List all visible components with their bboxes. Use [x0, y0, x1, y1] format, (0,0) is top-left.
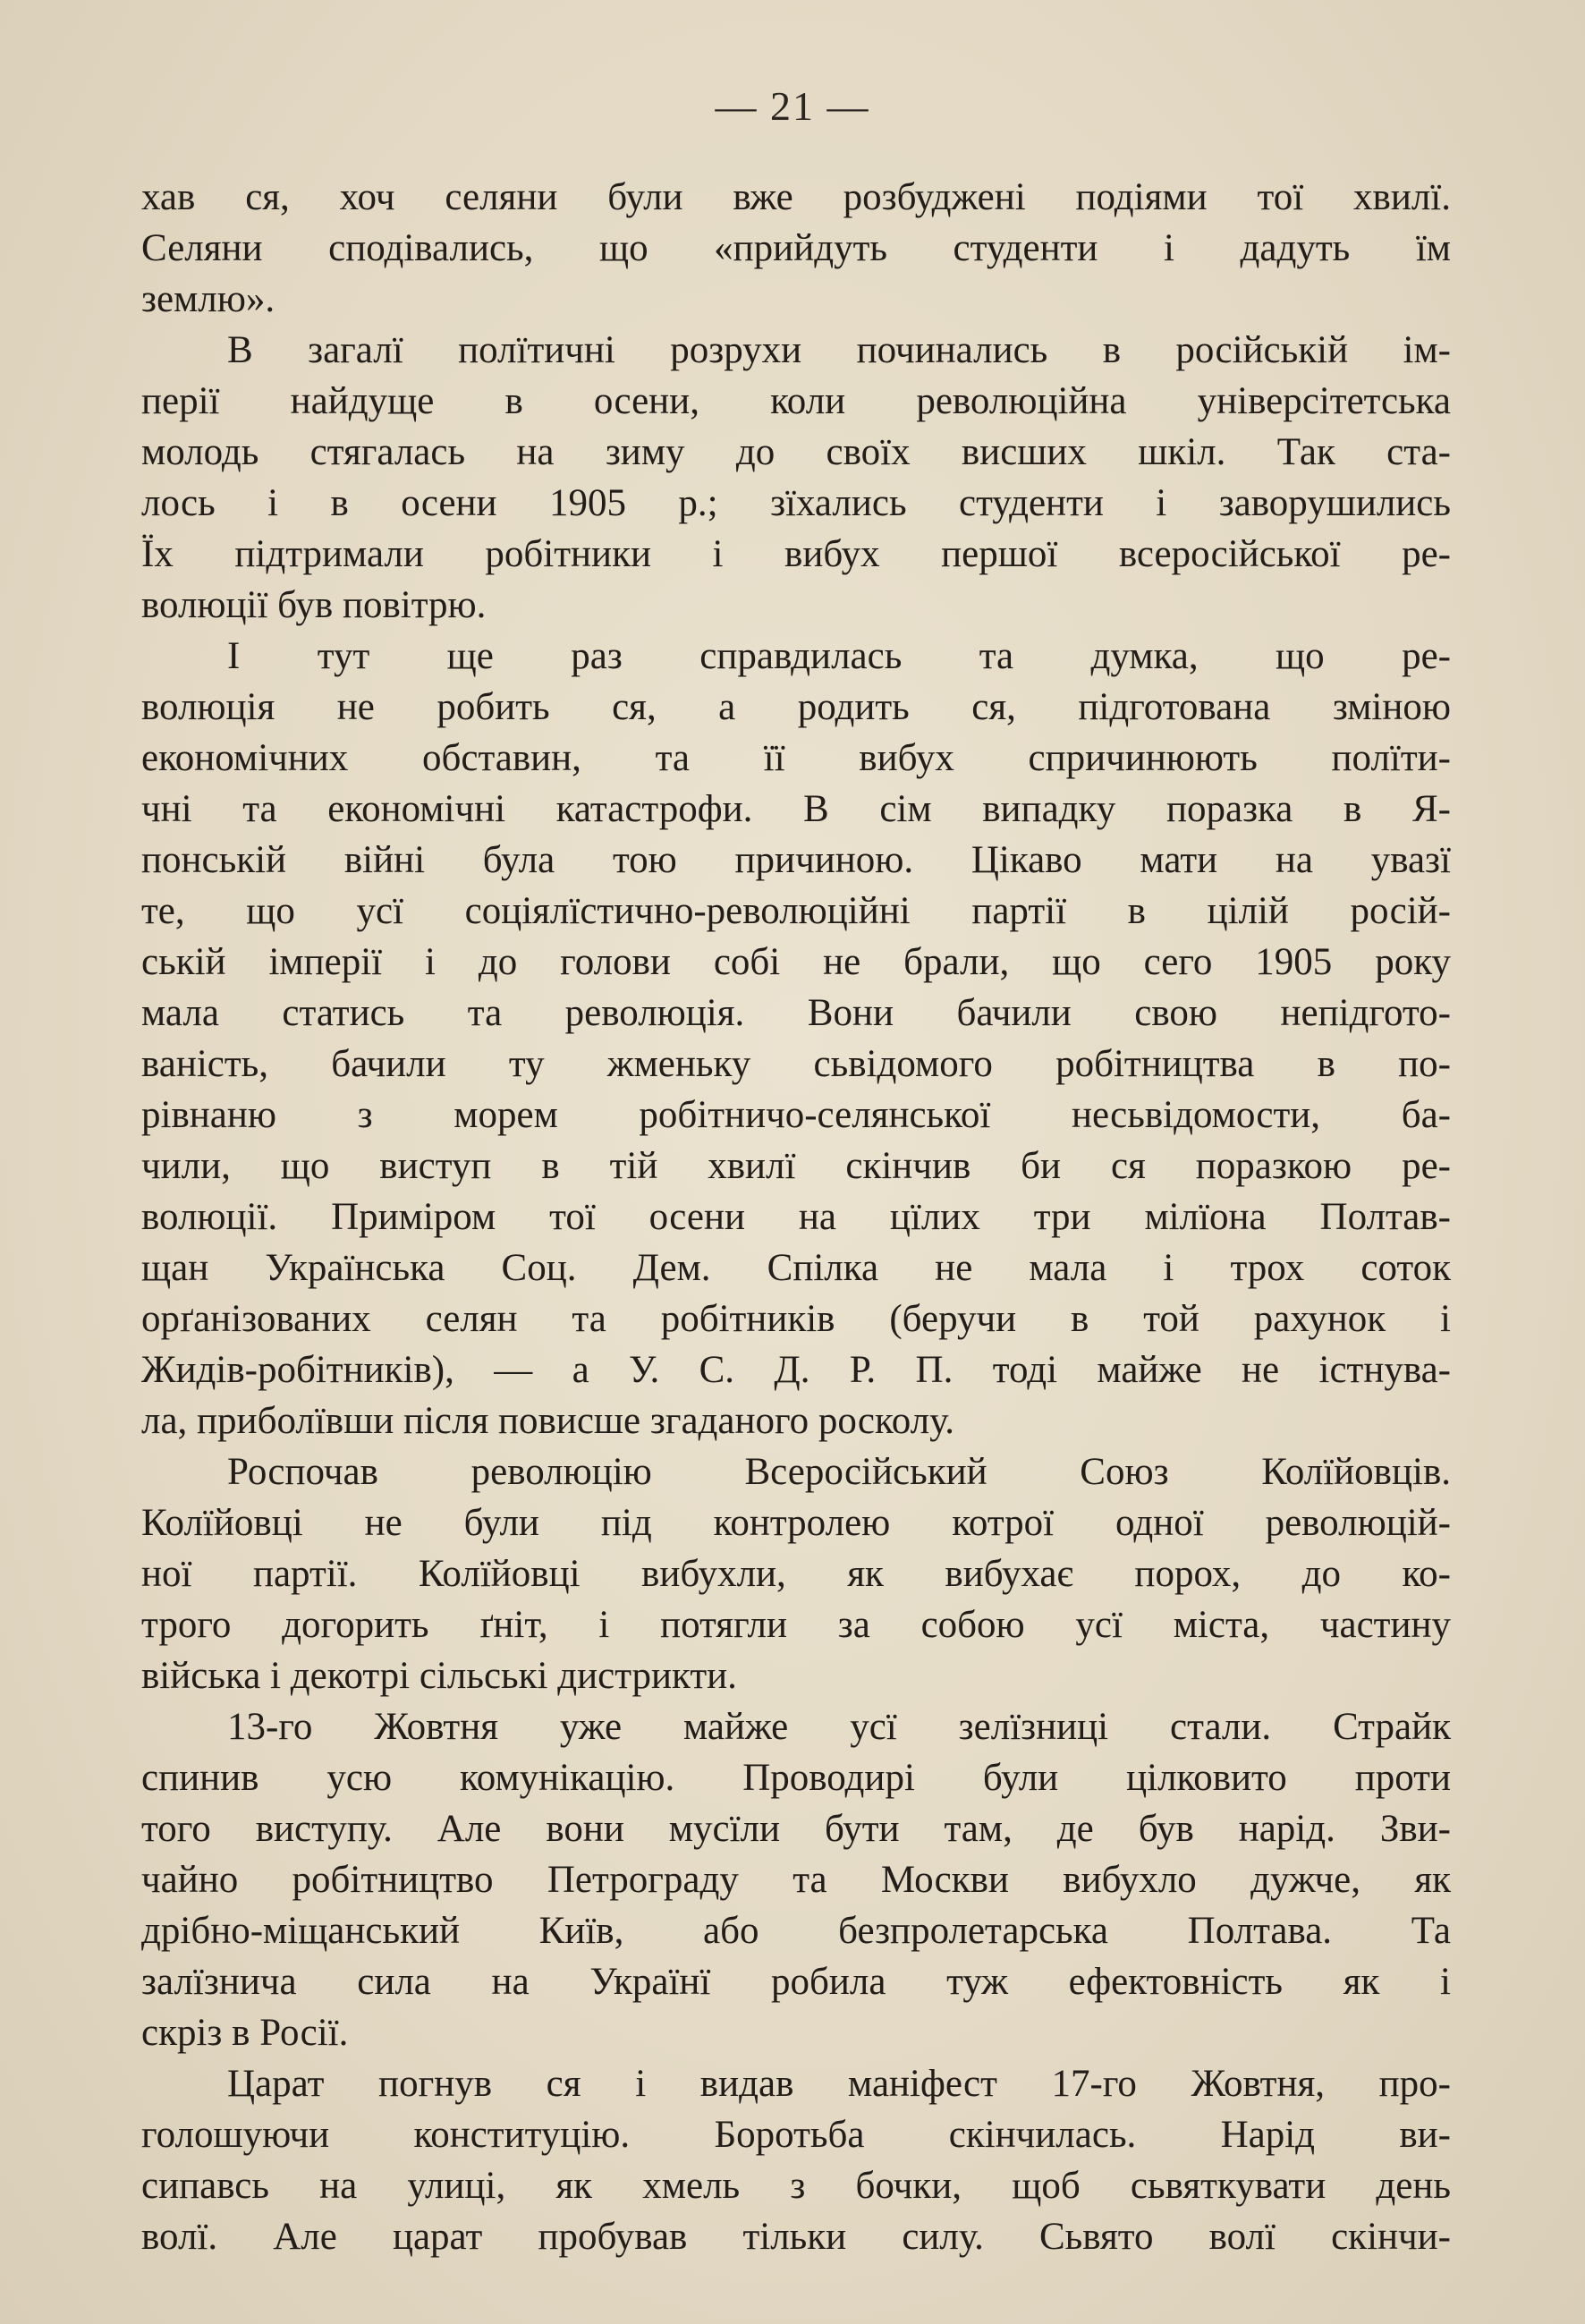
text-line: дрібно-міщанський Київ, або безпролетарська Полтава. Та — [141, 1910, 1451, 1952]
text-line: війська і декотрі сільські дистрикти. — [141, 1655, 737, 1697]
text-line: залїзнича сила на Українї робила туж ефектовність як і — [141, 1961, 1451, 2003]
text-line: Жидів-робітників), — а У. С. Д. Р. П. тоді майже не істнува- — [141, 1349, 1451, 1391]
text-line: землю». — [141, 278, 275, 320]
text-line: Колїйовці не були під контролею котрої одної революцій- — [141, 1502, 1451, 1544]
text-line: молодь стягалась на зиму до своїх висших шкіл. Так ста- — [141, 431, 1451, 473]
text-line: В загалї полїтичні розрухи починались в російській ім- — [227, 329, 1451, 371]
text-line: волюції був повітрю. — [141, 584, 487, 626]
paragraph — [141, 325, 1451, 631]
text-line: ла, приболївши після повисше згаданого росколу. — [141, 1400, 955, 1442]
text-line: трого догорить ґніт, і потягли за собою усї міста, частину — [141, 1604, 1451, 1646]
paragraph — [141, 2058, 1451, 2262]
text-line: лось і в осени 1905 р.; зїхались студенти і заворушились — [141, 482, 1451, 524]
text-line: волюція не робить ся, а родить ся, підготована зміною — [141, 686, 1451, 728]
text-line: голошуючи конституцію. Боротьба скінчилась. Нарід ви- — [141, 2114, 1451, 2156]
paragraph — [141, 631, 1451, 1446]
text-line: ної партії. Колїйовці вибухли, як вибухає порох, до ко- — [141, 1553, 1451, 1595]
text-line: рівнаню з морем робітничо-селянської несьвідомости, ба- — [141, 1094, 1451, 1136]
text-line: чайно робітництво Петрограду та Москви вибухло дужче, як — [141, 1859, 1451, 1901]
text-line: І тут ще раз справдилась та думка, що ре- — [227, 635, 1451, 677]
text-line: Селяни сподівались, що «прийдуть студенти і дадуть їм — [141, 227, 1451, 269]
paragraph — [141, 1446, 1451, 1701]
text-line: Царат погнув ся і видав маніфест 17-го Жовтня, про- — [227, 2063, 1451, 2105]
text-line: хав ся, хоч селяни були вже розбуджені подіями тої хвилї. — [141, 176, 1451, 218]
text-line: ваність, бачили ту жменьку сьвідомого робітництва в по- — [141, 1043, 1451, 1085]
text-line: сипавсь на улиці, як хмель з бочки, щоб сьвяткувати день — [141, 2165, 1451, 2207]
text-line: волюції. Приміром тої осени на цїлих три мілїона Полтав- — [141, 1196, 1451, 1238]
text-line: Їх підтримали робітники і вибух першої всеросійської ре- — [141, 533, 1451, 575]
text-line: понській війні була тою причиною. Цікаво мати на увазї — [141, 839, 1451, 881]
paragraph — [141, 1701, 1451, 2058]
paragraph — [141, 172, 1451, 325]
text-line: економічних обставин, та її вибух спричинюють полїти- — [141, 737, 1451, 779]
text-line: перії найдуще в осени, коли революційна універсітетська — [141, 380, 1451, 422]
body-text — [141, 172, 1451, 2262]
text-line: орґанізованих селян та робітників (беручи в той рахунок і — [141, 1298, 1451, 1340]
text-line: ській імперії і до голови собі не брали, що сего 1905 року — [141, 941, 1451, 983]
text-line: чні та економічні катастрофи. В сім випадку поразка в Я- — [141, 788, 1451, 830]
text-line: мала статись та революція. Вони бачили свою непідгото- — [141, 992, 1451, 1034]
text-line: скріз в Росії. — [141, 2012, 349, 2054]
text-line: те, що усї соціялїстично-революційні партії в цілій росій- — [141, 890, 1451, 932]
text-line: спинив усю комунікацію. Проводирі були цілковито проти — [141, 1757, 1451, 1799]
text-line: 13-го Жовтня уже майже усї зелїзниці стали. Страйк — [227, 1706, 1451, 1748]
text-line: чили, що виступ в тій хвилї скінчив би ся поразкою ре- — [141, 1145, 1451, 1187]
text-line: Роспочав революцію Всеросійський Союз Колїйовців. — [227, 1451, 1451, 1493]
text-line: волї. Але царат пробував тільки силу. Сьвято волї скінчи- — [141, 2216, 1451, 2258]
text-line: того виступу. Але вони мусїли бути там, де був нарід. Зви- — [141, 1808, 1451, 1850]
page-number: — 21 — — [715, 83, 870, 129]
text-line: щан Українська Соц. Дем. Спілка не мала і трох соток — [141, 1247, 1451, 1289]
